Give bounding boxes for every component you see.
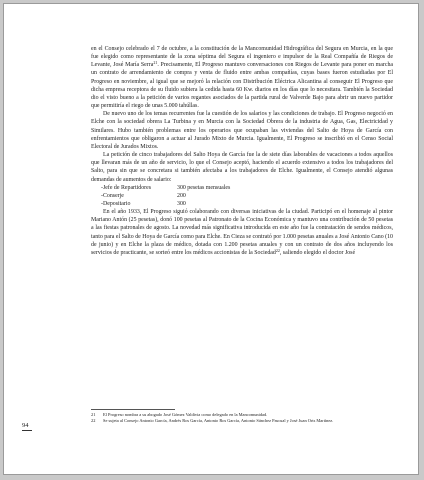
salary-label: -Conserje [101, 192, 124, 199]
paragraph-text: En el año 1933, El Progreso siguió colaborando con diversas iniciativas de la ciudad. Participó en el homenaje al pintor Mariano Antón (25 pesetas), donó 100 pesetas al Patronato de la Cocina Económica y mantuvo una contribución de 50 pesetas a las fiestas patronales de agosto. La novedad más significativa introducida en este año fue la contratación de sendos médicos, tanto para el Salto de Hoya de García como para Elche. En Cieza se contrató por 1.000 pesetas anuales a José Antonio Cano (10 de junio) y en Elche la plaza de médico, dotada con 1.200 pesetas anuales y con un contrato de dos años incluyendo los servicios de practicante, se sorteó entre los médicos accionistas de la Sociedad [91, 209, 393, 256]
salary-value: 200 [177, 192, 186, 199]
footnotes [91, 409, 393, 423]
salary-label: -Jefe de Repartidores [101, 184, 152, 191]
footnote-number: 22 [91, 417, 96, 423]
footnote-text: El Progreso nombra a su abogado José Gómez Valdivia como delegado en la Mancomunidad. [103, 412, 268, 417]
footnote-number: 21 [91, 412, 96, 417]
page-number: 94 [22, 422, 32, 431]
footnote [91, 418, 393, 424]
paragraph [91, 45, 393, 110]
paragraph-text: en el Consejo celebrado el 7 de octubre, a la constitución de la Mancomunidad Hidrográfica del Segura en Murcia, en la que fue elegido como representante de la zona séptima del Segura el ingeniero e impulsor de la Real Compañía de Riegos de Levante, José María Serra [91, 46, 393, 69]
paragraph [91, 208, 393, 257]
salary-value: 300 [177, 200, 186, 207]
body-text [91, 45, 393, 257]
footnote-ref: 22 [275, 247, 280, 253]
salary-row [91, 192, 393, 200]
salary-row [91, 184, 393, 192]
paragraph: De nuevo uno de los temas recurrentes fue la cuestión de los salarios y las condiciones de trabajo. El Progreso negoció en Elche con la sociedad obrera La Turbina y en Murcia con la Sociedad Obrera de la industria de Agua, Gas, Electricidad y Similares. Hubo también problemas entre los operarios que ocupaban las viviendas del Salto de Hoya de García con enfrentamientos que obligaron a actuar al Jurado Mixto de Murcia. Igualmente, El Progreso se inscribió en el Censo Social Electoral de Jurados Mixtos. [91, 111, 393, 150]
salary-row [91, 200, 393, 208]
paragraph-text: . Precisamente, El Progreso mantuvo conversaciones con Riegos de Levante para poner en marcha un contrato de arrendamiento de compra y venta de fluido entre ambas compañías, cuyas bases fueron estudiadas por El Progreso en noviembre, al igual que se mejoró la relación con Distribución Eléctrica Alicantina al conseguir El Progreso que dicha empresa receptora de su fluido subiera la cedida hasta 60 Kw. diarios en los días que lo necesitara. También la Sociedad dio el visto bueno a la petición de varios regantes asociados de la partida rural de Valverde Bajo para abrir un nuevo partidor que permitiría el riego de unas 5.000 tahúllas. [91, 62, 394, 110]
paragraph: La petición de cinco trabajadores del Salto Hoya de García fue la de siete días laborables de vacaciones a todos aquellos que llevaran más de un año de servicio, lo que el Consejo aceptó, haciendo el acuerdo extensivo a todos los trabajadores del Salto, para sin que se concretara si también afectaba a los trabajadores de Elche. Igualmente, el Consejo atendió algunas demandas de aumentos de salario: [91, 152, 393, 183]
salary-label: -Depositario [101, 200, 131, 207]
footnote-text: Se sujeta al Consejo Antonio García, Andrés Ros García, Antonio Ros García, Antonio Sánchez Pascual y José Juan Orts Martínez. [103, 417, 334, 423]
salary-list [91, 184, 393, 208]
document-page [3, 3, 419, 475]
footnote-divider [91, 409, 175, 410]
salary-value: 300 pesetas mensuales [177, 184, 231, 191]
footnote-ref: 21 [153, 60, 158, 66]
paragraph-text: , saliendo elegido el doctor José [279, 249, 356, 256]
